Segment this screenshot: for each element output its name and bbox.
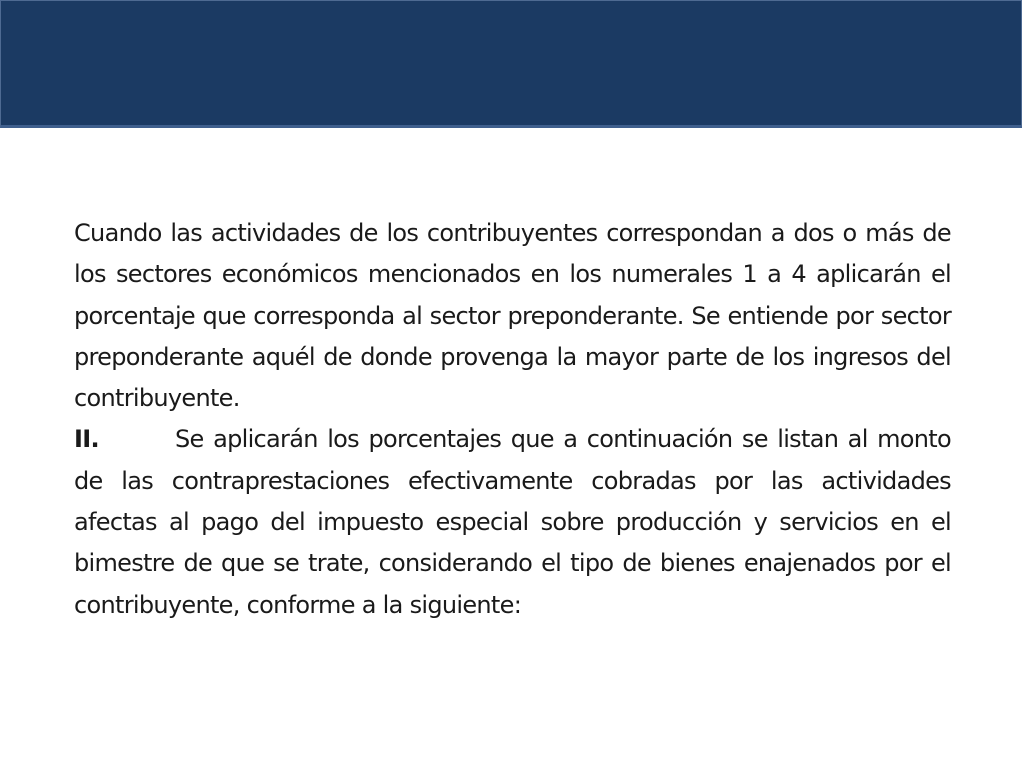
section-numeral: II. bbox=[74, 425, 99, 454]
paragraph-section-ii bbox=[74, 419, 951, 625]
header-bar bbox=[0, 0, 1022, 128]
slide-body bbox=[74, 213, 951, 626]
paragraph-sector-preponderante: Cuando las actividades de los contribuyentes correspondan a dos o más de los sectores económicos mencionados en los numerales 1 a 4 aplicarán el porcentaje que corresponda al sector preponderante. Se entiende por sector preponderante aquél de donde provenga la mayor parte de los ingresos del contribuyente. bbox=[74, 219, 951, 413]
section-ii-text: Se aplicarán los porcentajes que a continuación se listan al monto de las contraprestaciones efectivamente cobradas por las actividades afectas al pago del impuesto especial sobre producción y servicios en el bimestre de que se trate, considerando el tipo de bienes enajenados por el contribuyente, conforme a la siguiente: bbox=[74, 425, 951, 619]
